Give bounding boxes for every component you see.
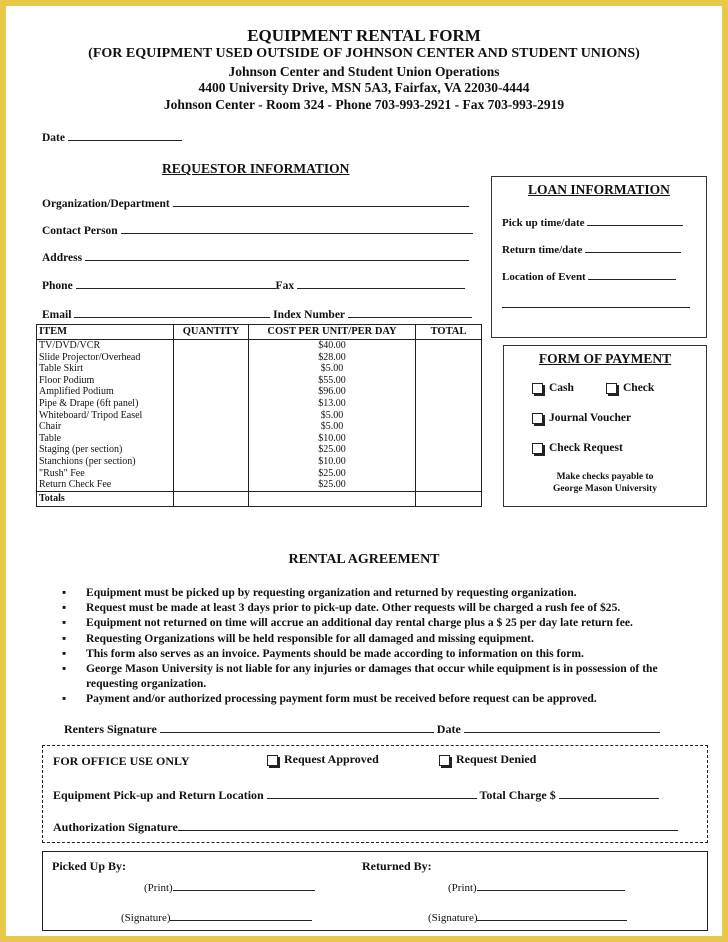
column-header-item: ITEM bbox=[37, 325, 174, 340]
table-row bbox=[37, 421, 482, 433]
event-location-field[interactable] bbox=[588, 267, 676, 280]
item-cell: TV/DVD/VCR bbox=[37, 340, 174, 352]
column-header-cost: COST PER UNIT/PER DAY bbox=[249, 325, 416, 340]
renters-signature-row bbox=[64, 720, 660, 737]
table-row bbox=[37, 433, 482, 445]
total-charge-field[interactable] bbox=[559, 786, 659, 799]
office-use-label: FOR OFFICE USE ONLY bbox=[53, 754, 190, 768]
pickup-location-field[interactable] bbox=[267, 786, 477, 799]
address-field[interactable] bbox=[85, 248, 469, 261]
agreement-item: ▪ Equipment must be picked up by requesting organization and returned by requesting organization. bbox=[62, 585, 702, 600]
table-row bbox=[37, 456, 482, 468]
totals-cost-cell bbox=[249, 491, 416, 506]
organization-field[interactable] bbox=[173, 194, 469, 207]
date-row bbox=[42, 128, 182, 144]
check-request-checkbox[interactable] bbox=[532, 443, 543, 454]
item-cell: "Rush" Fee bbox=[37, 468, 174, 480]
payment-heading: FORM OF PAYMENT bbox=[538, 351, 672, 366]
quantity-cell[interactable] bbox=[174, 398, 249, 410]
loan-info-box bbox=[491, 176, 707, 338]
equipment-rows bbox=[37, 340, 482, 492]
picked-print-row bbox=[144, 878, 315, 894]
renters-signature-label: Renters Signature bbox=[64, 722, 157, 736]
totals-label: Totals bbox=[37, 491, 174, 506]
form-page bbox=[6, 6, 722, 936]
total-cell[interactable] bbox=[416, 352, 482, 364]
total-cell[interactable] bbox=[416, 456, 482, 468]
payment-box bbox=[503, 345, 707, 507]
organization-label: Organization/Department bbox=[42, 198, 170, 210]
cost-cell: $5.00 bbox=[249, 363, 416, 375]
office-use-box bbox=[42, 745, 708, 843]
check-option[interactable] bbox=[606, 382, 654, 394]
total-cell[interactable] bbox=[416, 363, 482, 375]
quantity-cell[interactable] bbox=[174, 456, 249, 468]
returned-print-row bbox=[448, 878, 625, 894]
total-cell[interactable] bbox=[416, 398, 482, 410]
agreement-item: ▪ Equipment not returned on time will accrue an additional day rental charge plus a $ 25 per day late return fee. bbox=[62, 615, 702, 630]
address-label: Address bbox=[42, 252, 83, 264]
picked-signature-label: (Signature) bbox=[121, 912, 171, 924]
cost-cell: $55.00 bbox=[249, 375, 416, 387]
returned-signature-row bbox=[428, 908, 627, 924]
pickup-location-label: Equipment Pick-up and Return Location bbox=[53, 788, 264, 802]
address-row bbox=[42, 248, 469, 264]
agreement-item: ▪ Requesting Organizations will be held responsible for all damaged and missing equipment. bbox=[62, 631, 702, 646]
total-cell[interactable] bbox=[416, 386, 482, 398]
loan-heading: LOAN INFORMATION bbox=[528, 182, 670, 197]
fax-label: Fax bbox=[275, 280, 295, 292]
cost-cell: $25.00 bbox=[249, 444, 416, 456]
totals-total-cell[interactable] bbox=[416, 491, 482, 506]
picked-up-label: Picked Up By: bbox=[52, 859, 127, 873]
item-cell: Pipe & Drape (6ft panel) bbox=[37, 398, 174, 410]
cost-cell: $25.00 bbox=[249, 468, 416, 480]
quantity-cell[interactable] bbox=[174, 410, 249, 422]
item-cell: Chair bbox=[37, 421, 174, 433]
organization-row bbox=[42, 194, 469, 210]
request-denied-checkbox[interactable] bbox=[439, 755, 450, 766]
payable-note-2: George Mason University bbox=[553, 484, 657, 494]
table-row bbox=[37, 386, 482, 398]
quantity-cell[interactable] bbox=[174, 421, 249, 433]
column-header-quantity: QUANTITY bbox=[174, 325, 249, 340]
pickup-location-row bbox=[53, 786, 659, 803]
return-time-label: Return time/date bbox=[502, 244, 583, 256]
returned-print-field[interactable] bbox=[477, 878, 625, 891]
date-label: Date bbox=[42, 132, 65, 144]
picked-signature-row bbox=[121, 908, 312, 924]
request-approved-checkbox[interactable] bbox=[267, 755, 278, 766]
table-row bbox=[37, 410, 482, 422]
total-cell[interactable] bbox=[416, 421, 482, 433]
renters-date-label: Date bbox=[436, 722, 461, 736]
table-row bbox=[37, 340, 482, 352]
pickup-return-box bbox=[42, 851, 708, 931]
table-row bbox=[37, 398, 482, 410]
cost-cell: $96.00 bbox=[249, 386, 416, 398]
cost-cell: $10.00 bbox=[249, 433, 416, 445]
agreement-heading: RENTAL AGREEMENT bbox=[288, 552, 440, 567]
item-cell: Floor Podium bbox=[37, 375, 174, 387]
returned-signature-label: (Signature) bbox=[428, 912, 478, 924]
return-time-field[interactable] bbox=[585, 240, 681, 253]
authorization-field[interactable] bbox=[178, 818, 678, 831]
event-location-field-2[interactable] bbox=[502, 295, 690, 308]
contact-field[interactable] bbox=[121, 221, 473, 234]
request-approved-label: Request Approved bbox=[284, 752, 379, 766]
item-cell: Table Skirt bbox=[37, 363, 174, 375]
table-row bbox=[37, 352, 482, 364]
cost-cell: $13.00 bbox=[249, 398, 416, 410]
renters-signature-field[interactable] bbox=[160, 720, 434, 733]
item-cell: Amplified Podium bbox=[37, 386, 174, 398]
cost-cell: $25.00 bbox=[249, 479, 416, 491]
column-header-total: TOTAL bbox=[416, 325, 482, 340]
phone-row bbox=[42, 276, 465, 292]
renters-date-field[interactable] bbox=[464, 720, 660, 733]
check-request-label: Check Request bbox=[549, 442, 623, 454]
quantity-cell[interactable] bbox=[174, 352, 249, 364]
item-cell: Whiteboard/ Tripod Easel bbox=[37, 410, 174, 422]
pickup-time-row bbox=[502, 213, 683, 229]
event-location-row bbox=[502, 267, 676, 283]
total-charge-label: Total Charge $ bbox=[479, 788, 556, 802]
index-number-label: Index Number bbox=[273, 309, 345, 321]
email-row bbox=[42, 305, 472, 321]
cash-checkbox[interactable] bbox=[532, 383, 543, 394]
authorization-label: Authorization Signature bbox=[53, 820, 178, 834]
quantity-cell[interactable] bbox=[174, 375, 249, 387]
item-cell: Return Check Fee bbox=[37, 479, 174, 491]
table-row bbox=[37, 479, 482, 491]
event-location-label: Location of Event bbox=[502, 271, 586, 283]
agreement-list bbox=[62, 585, 702, 707]
totals-quantity-cell[interactable] bbox=[174, 491, 249, 506]
org-name: Johnson Center and Student Union Operations bbox=[228, 64, 500, 79]
journal-voucher-label: Journal Voucher bbox=[549, 412, 632, 424]
phone-field[interactable] bbox=[76, 276, 276, 289]
table-row bbox=[37, 468, 482, 480]
phone-label: Phone bbox=[42, 280, 73, 292]
cash-option[interactable] bbox=[532, 382, 574, 394]
form-title: EQUIPMENT RENTAL FORM bbox=[247, 26, 481, 45]
picked-signature-field[interactable] bbox=[170, 908, 312, 921]
total-cell[interactable] bbox=[416, 479, 482, 491]
item-cell: Stanchions (per section) bbox=[37, 456, 174, 468]
cost-cell: $5.00 bbox=[249, 410, 416, 422]
cost-cell: $10.00 bbox=[249, 456, 416, 468]
table-row bbox=[37, 363, 482, 375]
agreement-item: ▪ This form also serves as an invoice. Payments should be made according to information on this form. bbox=[62, 646, 702, 661]
check-request-option[interactable] bbox=[532, 442, 623, 454]
equipment-table bbox=[36, 324, 482, 507]
totals-row bbox=[37, 491, 482, 506]
agreement-item: ▪ Payment and/or authorized processing payment form must be received before request can be approved. bbox=[62, 691, 702, 706]
return-time-row bbox=[502, 240, 681, 256]
cost-cell: $28.00 bbox=[249, 352, 416, 364]
contact-label: Contact Person bbox=[42, 225, 118, 237]
quantity-cell[interactable] bbox=[174, 468, 249, 480]
org-address: 4400 University Drive, MSN 5A3, Fairfax, VA 22030-4444 bbox=[198, 80, 530, 95]
total-cell[interactable] bbox=[416, 444, 482, 456]
returned-label: Returned By: bbox=[362, 859, 432, 873]
request-approved-option[interactable] bbox=[267, 752, 379, 767]
item-cell: Table bbox=[37, 433, 174, 445]
date-field[interactable] bbox=[68, 128, 182, 141]
agreement-item: ▪ George Mason University is not liable for any injuries or damages that occur while equipment is in possession of the requesting organization. bbox=[62, 661, 702, 691]
total-cell[interactable] bbox=[416, 433, 482, 445]
total-cell[interactable] bbox=[416, 375, 482, 387]
journal-voucher-checkbox[interactable] bbox=[532, 413, 543, 424]
check-label: Check bbox=[623, 382, 655, 394]
contact-row bbox=[42, 221, 473, 237]
quantity-cell[interactable] bbox=[174, 363, 249, 375]
request-denied-option[interactable] bbox=[439, 752, 536, 767]
pickup-time-field[interactable] bbox=[587, 213, 683, 226]
cost-cell: $40.00 bbox=[249, 340, 416, 352]
total-cell[interactable] bbox=[416, 340, 482, 352]
quantity-cell[interactable] bbox=[174, 433, 249, 445]
fax-field[interactable] bbox=[297, 276, 465, 289]
quantity-cell[interactable] bbox=[174, 340, 249, 352]
total-cell[interactable] bbox=[416, 410, 482, 422]
journal-voucher-option[interactable] bbox=[532, 412, 631, 424]
agreement-item: ▪ Request must be made at least 3 days prior to pick-up date. Other requests will be charged a rush fee of $25. bbox=[62, 600, 702, 615]
quantity-cell[interactable] bbox=[174, 444, 249, 456]
email-label: Email bbox=[42, 309, 72, 321]
picked-print-label: (Print) bbox=[144, 882, 173, 894]
item-cell: Staging (per section) bbox=[37, 444, 174, 456]
table-row bbox=[37, 444, 482, 456]
quantity-cell[interactable] bbox=[174, 479, 249, 491]
request-denied-label: Request Denied bbox=[456, 752, 537, 766]
total-cell[interactable] bbox=[416, 468, 482, 480]
index-number-field[interactable] bbox=[348, 305, 472, 318]
check-checkbox[interactable] bbox=[606, 383, 617, 394]
payable-note-1: Make checks payable to bbox=[556, 472, 654, 482]
returned-print-label: (Print) bbox=[448, 882, 477, 894]
cost-cell: $5.00 bbox=[249, 421, 416, 433]
pickup-time-label: Pick up time/date bbox=[502, 217, 585, 229]
email-field[interactable] bbox=[74, 305, 270, 318]
table-header-row bbox=[37, 325, 482, 340]
picked-print-field[interactable] bbox=[173, 878, 315, 891]
item-cell: Slide Projector/Overhead bbox=[37, 352, 174, 364]
cash-label: Cash bbox=[549, 382, 574, 394]
table-row bbox=[37, 375, 482, 387]
authorization-row bbox=[53, 818, 678, 835]
returned-signature-field[interactable] bbox=[477, 908, 627, 921]
requestor-heading: REQUESTOR INFORMATION bbox=[162, 161, 350, 176]
quantity-cell[interactable] bbox=[174, 386, 249, 398]
org-contact: Johnson Center - Room 324 - Phone 703-993-2921 - Fax 703-993-2919 bbox=[163, 97, 565, 112]
form-subtitle: (FOR EQUIPMENT USED OUTSIDE OF JOHNSON CENTER AND STUDENT UNIONS) bbox=[88, 46, 640, 61]
